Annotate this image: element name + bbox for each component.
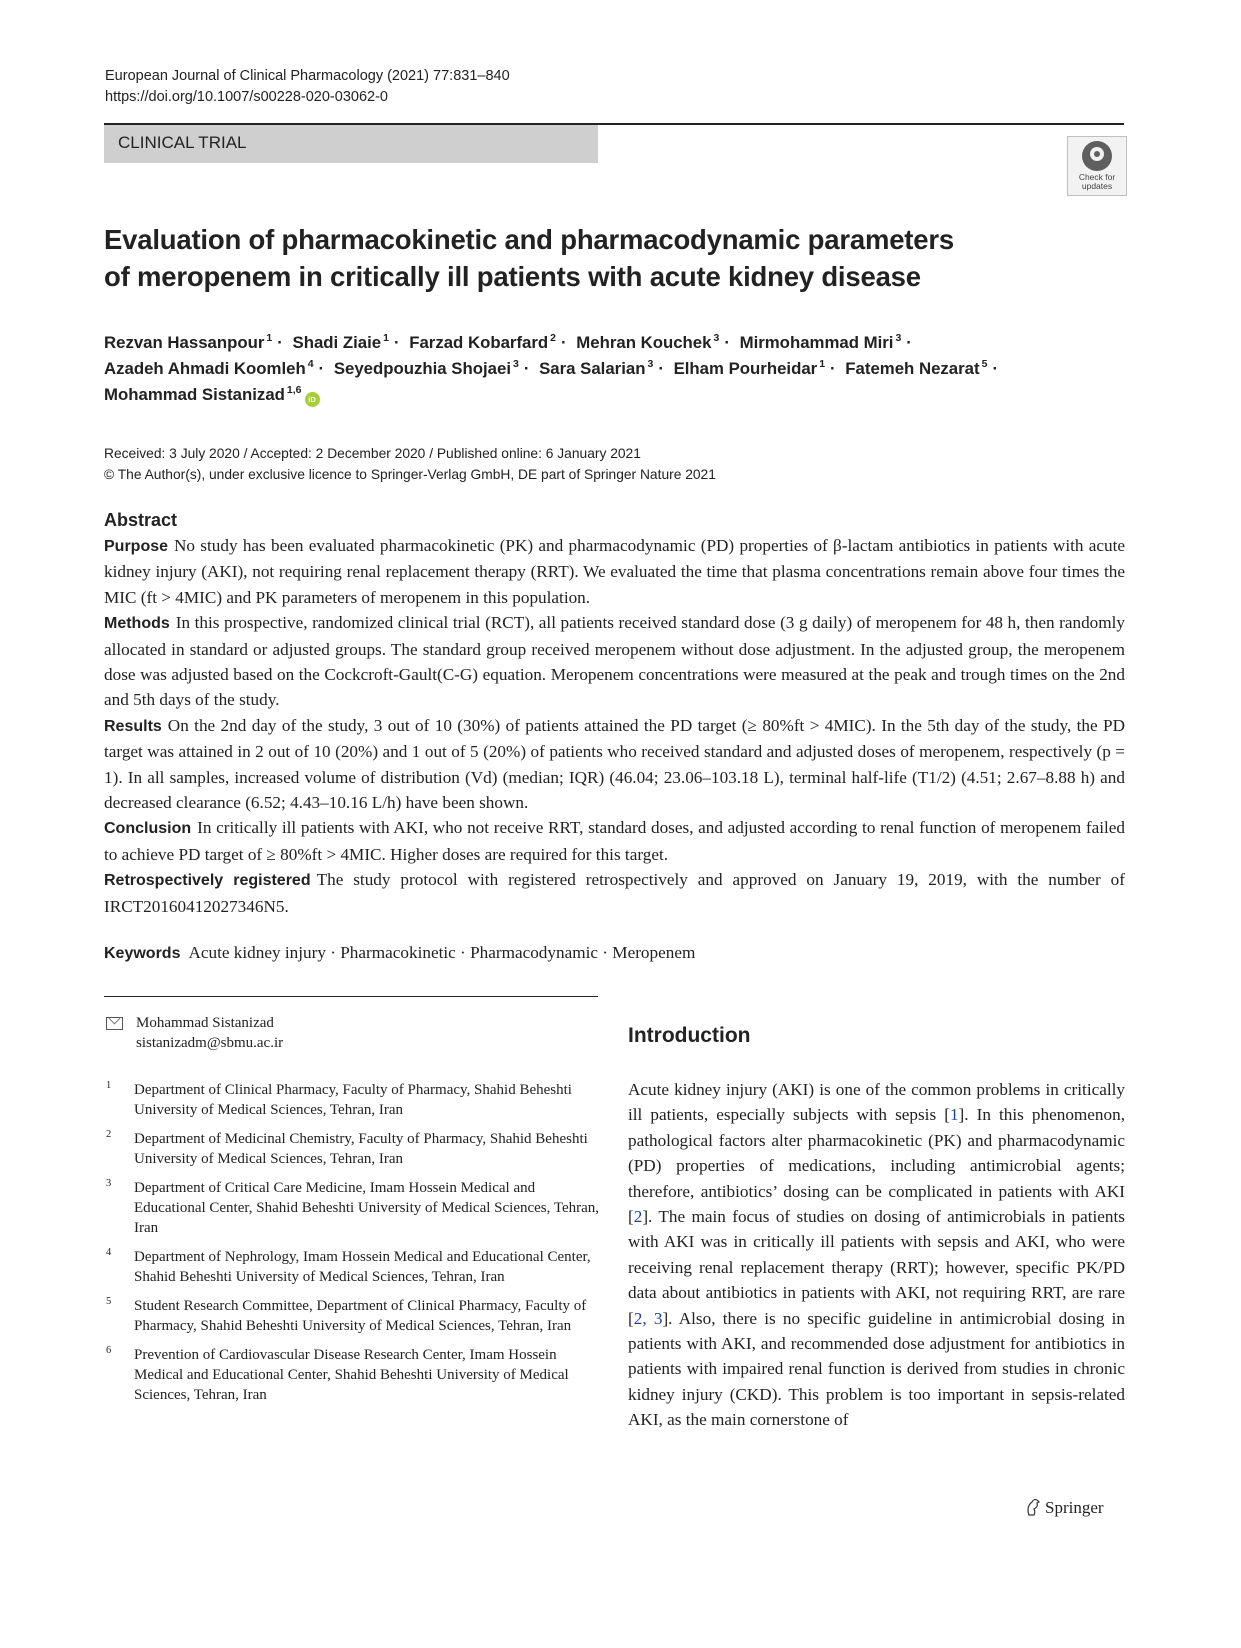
author[interactable]: Fatemeh Nezarat $^5$ <box>845 358 988 378</box>
author[interactable]: Farzad Kobarfard $^2$ <box>409 332 556 352</box>
check-updates-label: Check for updates <box>1078 172 1116 191</box>
author[interactable]: Rezvan Hassanpour $^1$ <box>104 332 273 352</box>
abstract-section <box>104 533 1125 610</box>
article-type-label: CLINICAL TRIAL <box>118 133 247 152</box>
abstract-section-text: In this prospective, randomized clinical trial (RCT), all patients received standard dose (3 g daily) of meropenem for 48 h, then randomly allocated in standard or adjusted groups. The standard group received meropenem without dose adjustment. In the adjusted group, the meropenem dose was adjusted based on the Cockcroft-Gault(C-G) equation. Meropenem concentrations were measured at the peak and trough times on the 2nd and 5th days of the study. <box>104 613 1125 710</box>
author[interactable]: Azadeh Ahmadi Koomleh $^4$ <box>104 358 314 378</box>
abstract-section-text: No study has been evaluated pharmacokinetic (PK) and pharmacodynamic (PD) properties of β-lactam antibiotics in patients with acute kidney injury (AKI), not requiring renal replacement therapy (RRT). We evaluated the time that plasma concentrations remain above four times the MIC (ft > 4MIC) and PK parameters of meropenem in this population. <box>104 536 1125 607</box>
title-line: of meropenem in critically ill patients with acute kidney disease <box>104 261 921 292</box>
author[interactable]: Elham Pourheidar $^1$ <box>673 358 826 378</box>
abstract-section <box>104 610 1125 713</box>
abstract-section-label: Results <box>104 717 162 735</box>
abstract-heading: Abstract <box>104 510 178 530</box>
affiliation-item: 3 Department of Critical Care Medicine, Imam Hossein Medical and Educational Center, Shahid Beheshti University of Medical Sciences, Tehran, Iran <box>106 1178 600 1236</box>
abstract-section-label: Conclusion <box>104 820 192 838</box>
abstract-section-label: Methods <box>104 615 170 633</box>
author-list: Rezvan Hassanpour $^1$ · Shadi Ziaie $^1$ · Farzad Kobarfard $^2$ · Mehran Kouchek $^3$ · Mirmohammad Miri $^3$ · Azadeh Ahmadi Koomleh $^4$ · Seyedpouzhia Shojaei $^3$ · Sara Salarian $^3$ · Elham Pourheidar $^1$ · Fatemeh Nezarat $^5$ · Mohammad Sistanizad $^{1,6}$iD <box>104 330 1134 408</box>
mail-icon <box>106 1017 123 1030</box>
abstract-section <box>104 713 1125 816</box>
publication-dates: Received: 3 July 2020 / Accepted: 2 December 2020 / Published online: 6 January 2021 <box>104 446 641 461</box>
article-title <box>104 221 1004 295</box>
citation-link[interactable]: 1 <box>949 1105 959 1125</box>
journal-header <box>105 66 510 108</box>
publisher-name: Springer <box>1045 1498 1104 1517</box>
publisher-logo <box>1025 1498 1104 1518</box>
affiliation-item: 6 Prevention of Cardiovascular Disease Research Center, Imam Hossein Medical and Educational Center, Shahid Beheshti University of Medical Sciences, Tehran, Iran <box>106 1345 569 1403</box>
introduction-heading: Introduction <box>628 1024 751 1047</box>
copyright-notice: © The Author(s), under exclusive licence to Springer-Verlag GmbH, DE part of Springer Nature 2021 <box>104 467 716 482</box>
orcid-icon[interactable]: iD <box>305 392 320 407</box>
article-history <box>104 443 716 485</box>
introduction-body: Acute kidney injury (AKI) is one of the common problems in critically ill patients, especially subjects with sepsis [1]. In this phenomenon, pathological factors alter pharmacokinetic (PK) and pharmacodynamic (PD) properties of medications, including antimicrobial agents; therefore, antibiotics’ dosing can be complicated in patients with AKI [2]. The main focus of studies on dosing of antimicrobials in patients with AKI was in critically ill patients with sepsis and AKI, who were receiving renal replacement therapy (RRT); however, specific PK/PD data about antibiotics in patients with AKI, not requiring RRT, are rare [2, 3]. Also, there is no specific guideline in antimicrobial dosing in patients with AKI, and recommended dose adjustment for antibiotics in patients with impaired renal function is derived from studies in chronic kidney injury (CKD). This problem is too important in sepsis-related AKI, as the main cornerstone of <box>628 1080 1126 1430</box>
author[interactable]: Mirmohammad Miri $^3$ <box>739 332 902 352</box>
affiliation-item: 5 Student Research Committee, Department of Clinical Pharmacy, Faculty of Pharmacy, Shahid Beheshti University of Medical Sciences, Tehran, Iran <box>106 1296 587 1334</box>
title-line: Evaluation of pharmacokinetic and pharmacodynamic parameters <box>104 224 954 255</box>
keywords <box>104 943 695 963</box>
abstract-body <box>104 533 1125 919</box>
corresponding-email[interactable]: sistanizadm@sbmu.ac.ir <box>136 1035 284 1051</box>
author[interactable]: Mohammad Sistanizad $^{1,6}$ <box>104 384 302 404</box>
abstract-section-text: The study protocol with registered retrospectively and approved on January 19, 2019, with the number of IRCT20160412027346N5. <box>104 870 1125 916</box>
abstract-section-label: Purpose <box>104 538 169 555</box>
keywords-text: Acute kidney injury · Pharmacokinetic · Pharmacodynamic · Meropenem <box>188 943 696 962</box>
corresponding-name: Mohammad Sistanizad <box>136 1015 274 1031</box>
affiliation-list <box>104 1080 604 1414</box>
springer-horse-icon <box>1025 1498 1041 1516</box>
keywords-label: Keywords <box>104 945 181 962</box>
check-updates-icon <box>1082 141 1112 171</box>
citation-link[interactable]: 2 <box>633 1207 643 1227</box>
check-for-updates-button[interactable] <box>1067 136 1127 196</box>
doi-link[interactable]: https://doi.org/10.1007/s00228-020-03062-0 <box>105 89 388 105</box>
corresponding-author <box>104 1013 598 1053</box>
abstract-section <box>104 867 1125 919</box>
author[interactable]: Seyedpouzhia Shojaei $^3$ <box>333 358 519 378</box>
citation-link[interactable]: 2, 3 <box>633 1308 663 1328</box>
author[interactable]: Sara Salarian $^3$ <box>539 358 654 378</box>
affiliation-item: 4 Department of Nephrology, Imam Hossein Medical and Educational Center, Shahid Beheshti University of Medical Sciences, Tehran, Iran <box>106 1247 591 1285</box>
abstract-section-text: In critically ill patients with AKI, who not receive RRT, standard doses, and adjusted according to renal function of meropenem failed to achieve PD target of ≥ 80%ft > 4MIC. Higher doses are required for this target. <box>104 818 1125 864</box>
abstract-section-label: Retrospectively registered <box>104 872 311 890</box>
abstract-section-text: On the 2nd day of the study, 3 out of 10 (30%) of patients attained the PD target (≥ 80%ft > 4MIC). In the 5th day of the study, the PD target was attained in 2 out of 10 (20%) and 1 out of 5 (20%) of patients who received standard and adjusted doses of meropenem, respectively (p = 1). In all samples, increased volume of distribution (Vd) (median; IQR) (46.04; 23.06–103.18 L), terminal half-life (T1/2) (4.51; 2.67–8.88 h) and decreased clearance (6.52; 4.43–10.16 L/h) have been shown. <box>104 715 1125 813</box>
affiliation-item: 1 Department of Clinical Pharmacy, Faculty of Pharmacy, Shahid Beheshti University of Medical Sciences, Tehran, Iran <box>106 1080 572 1118</box>
abstract-section <box>104 815 1125 867</box>
affiliation-item: 2 Department of Medicinal Chemistry, Faculty of Pharmacy, Shahid Beheshti University of Medical Sciences, Tehran, Iran <box>106 1129 588 1167</box>
journal-citation: European Journal of Clinical Pharmacology (2021) 77:831–840 <box>105 68 510 84</box>
footnote-rule <box>104 996 598 997</box>
author[interactable]: Mehran Kouchek $^3$ <box>576 332 720 352</box>
author[interactable]: Shadi Ziaie $^1$ <box>292 332 389 352</box>
article-type-bar <box>104 125 598 163</box>
